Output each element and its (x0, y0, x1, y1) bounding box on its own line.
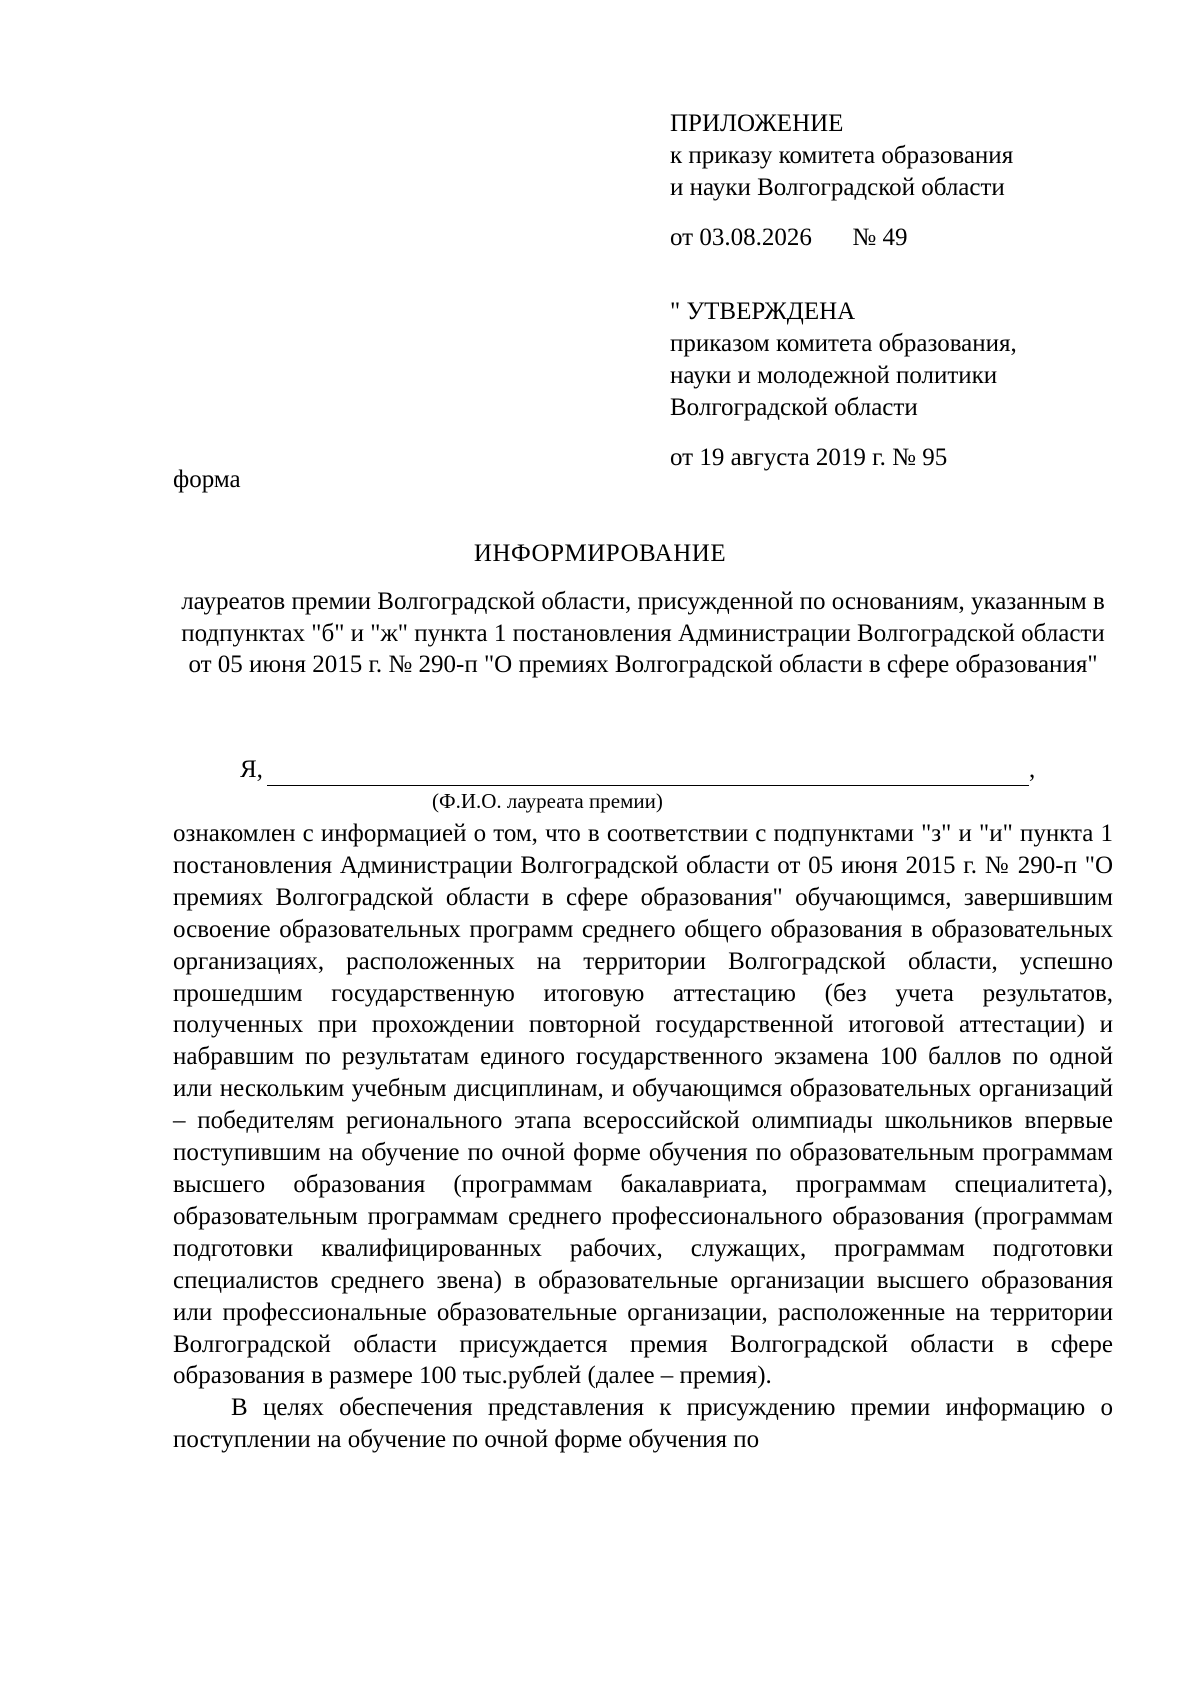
document-subtitle: лауреатов премии Волгоградской области, присужденной по основаниям, указанным в подпунктах "б" и "ж" пункта 1 постановления Администрации Волгоградской области от 05 июня 2015 г. № 290-п "О премиях Волгоградской области в сфере образования" (181, 588, 1105, 678)
fio-suffix: , (1028, 756, 1036, 783)
body-paragraph-1: ознакомлен с информацией о том, что в соответствии с подпунктами "з" и "и" пункта 1 постановления Администрации Волгоградской области от 05 июня 2015 г. № 290-п "О премиях Волгоградской области в сфере образования" обучающимся, завершившим освоение образовательных программ среднего общего образования в образовательных организациях, расположенных на территории Волгоградской области, успешно прошедшим государственную итоговую аттестацию (без учета результатов, полученных при прохождении повторной государственной итоговой аттестации) и набравшим по результатам единого государственного экзамена 100 баллов по одной или нескольким учебным дисциплинам, и обучающимся образовательных организаций – победителям регионального этапа всероссийской олимпиады школьников впервые поступившим на обучение по очной форме обучения по образовательным программам высшего образования (программам бакалавриата, программам специалитета), образовательным программам среднего профессионального образования (программам подготовки квалифицированных рабочих, служащих, программам подготовки специалистов среднего звена) в образовательные организации высшего образования или профессиональные образовательные организации, расположенные на территории Волгоградской области присуждается премия Волгоградской области в сфере образования в размере 100 тыс.рублей (далее – премия). (173, 820, 1113, 1390)
fio-field (240, 754, 1035, 786)
order-number: № 49 (852, 224, 908, 251)
approved-line-1: приказом комитета образования, (670, 330, 1017, 357)
form-label: форма (173, 466, 241, 493)
approved-line-2: науки и молодежной политики (670, 362, 998, 389)
body-text (173, 818, 1113, 1456)
fio-caption: (Ф.И.О. лауреата премии) (432, 789, 663, 813)
document-title: ИНФОРМИРОВАНИЕ (473, 540, 727, 567)
order-reference (670, 222, 907, 254)
appendix-line-1: к приказу комитета образования (670, 142, 1014, 169)
order-date: от 03.08.2026 (670, 224, 812, 251)
appendix-line-2: и науки Волгоградской области (670, 174, 1005, 201)
appendix-title: ПРИЛОЖЕНИЕ (670, 110, 844, 137)
approved-date: от 19 августа 2019 г. № 95 (670, 444, 948, 471)
fio-prefix: Я, (240, 756, 263, 783)
approved-title: " УТВЕРЖДЕНА (670, 298, 856, 325)
fio-blank-line (267, 759, 1029, 786)
approved-line-3: Волгоградской области (670, 394, 918, 421)
body-paragraph-2: В целях обеспечения представления к присуждению премии информацию о поступлении на обучение по очной форме обучения по (173, 1394, 1113, 1454)
